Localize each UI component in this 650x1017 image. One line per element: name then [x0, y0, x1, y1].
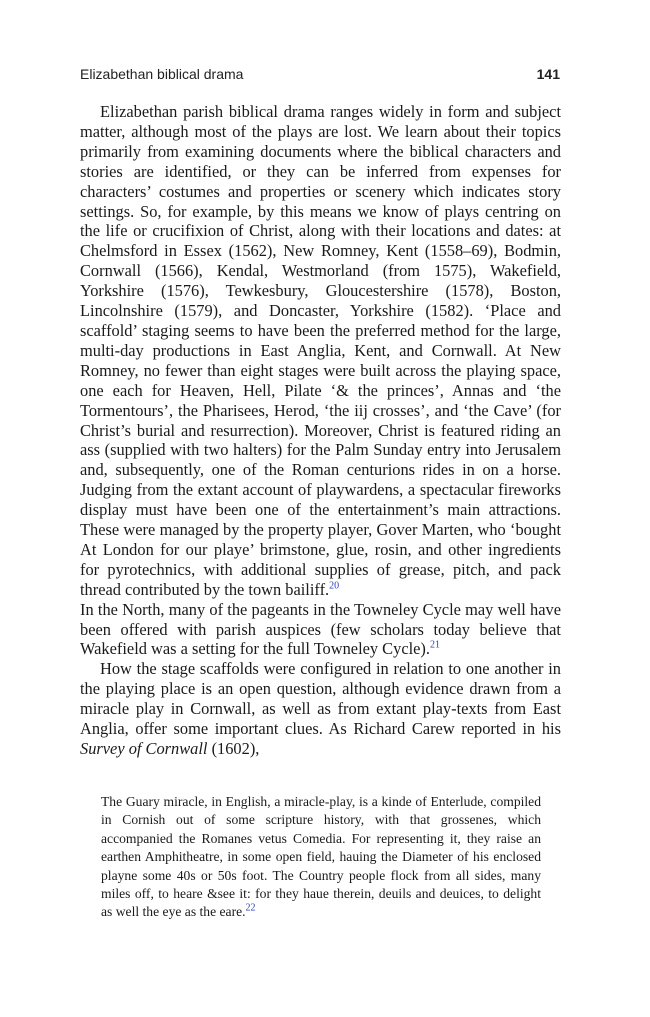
- running-head: [80, 64, 560, 84]
- running-title: Elizabethan biblical drama: [80, 66, 244, 82]
- main-text: [80, 102, 561, 759]
- footnote-ref[interactable]: 22: [245, 902, 256, 914]
- paragraph-text: How the stage scaffolds were configured in relation to one another in the playing place is an open question, although evidence drawn from a miracle play in Cornwall, as well as from extant play-texts from East Anglia, offer some important clues. As Richard Carew reported in his: [80, 659, 561, 739]
- book-title: Survey of Cornwall: [80, 739, 208, 758]
- paragraph: [80, 600, 561, 660]
- page-number: 141: [536, 66, 560, 82]
- block-quote: [101, 793, 541, 922]
- paragraph: [80, 102, 561, 600]
- footnote-ref[interactable]: 20: [329, 580, 340, 592]
- footnote-ref[interactable]: 21: [429, 640, 440, 651]
- quote-text: The Guary miracle, in English, a miracle-play, is a kinde of Enterlude, compiled in Cornish out of some scripture history, with that grossenes, which accompanied the Romanes vetus Comedia. For representing it, they raise an earthen Amphitheatre, in some open field, hauing the Diameter of his enclosed playne some 40s or 50s foot. The Country people flock from all sides, many miles off, to heare &see it: for they haue therein, deuils and deuices, to delight as well the eye as the eare.: [101, 794, 541, 920]
- paragraph-text: Elizabethan parish biblical drama ranges widely in form and subject matter, although most of the plays are lost. We learn about their topics primarily from examining documents where the biblical characters and stories are identified, or they can be inferred from expenses for characters’ costumes and properties or scenery which indicates story settings. So, for example, by this means we know of plays centring on the life or crucifixion of Christ, along with their locations and dates: at Chelmsford in Essex (1562), New Romney, Kent (1558–69), Bodmin, Cornwall (1566), Kendal, Westmorland (from 1575), Wakefield, Yorkshire (1576), Tewkesbury, Gloucestershire (1578), Boston, Lincolnshire (1579), and Doncaster, Yorkshire (1582). ‘Place and scaffold’ staging seems to have been the preferred method for the large, multi-day productions in East Anglia, Kent, and Cornwall. At New Romney, no fewer than eight stages were built across the playing space, one each for Heaven, Hell, Pilate ‘& the princes’, Annas and ‘the Tormentours’, the Pharisees, Herod, ‘the iij crosses’, and ‘the Cave’ (for Christ’s burial and resurrection). Moreover, Christ is featured riding an ass (supplied with two halters) for the Palm Sunday entry into Jerusalem and, subsequently, one of the Roman centurions rides in on a horse. Judging from the extant account of playwardens, a spectacular fireworks display must have been one of the entertainment’s main attractions. These were managed by the property player, Gover Marten, who ‘bought At London for our playe’ brimstone, glue, rosin, and other ingredients for pyrotechnics, with additional supplies of grease, pitch, and pack thread contributed by the town bailiff.: [80, 102, 561, 599]
- paragraph-text: (1602),: [207, 739, 260, 758]
- paragraph-text: In the North, many of the pageants in the Towneley Cycle may well have been offered with parish auspices (few scholars today believe that Wakefield was a setting for the full Towneley Cycle).: [80, 599, 561, 659]
- paragraph: [80, 659, 561, 759]
